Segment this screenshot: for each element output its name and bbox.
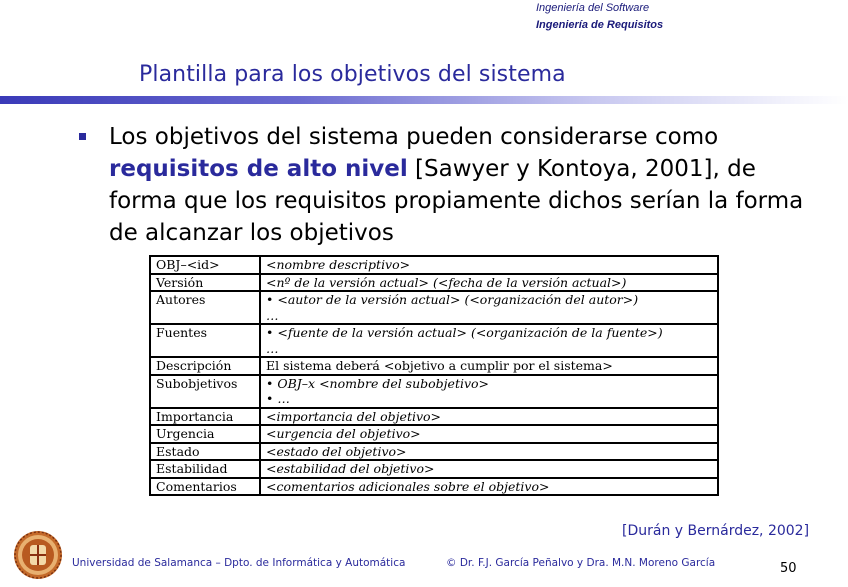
table-field-value bbox=[260, 357, 718, 375]
table-row bbox=[150, 408, 718, 426]
paragraph-text-start: Los objetivos del sistema pueden considerarse como bbox=[109, 124, 719, 150]
table-field-value bbox=[260, 375, 718, 408]
field-value-continuation: … bbox=[266, 340, 279, 356]
field-value-text: • <autor de la versión actual> (<organización del autor>) bbox=[266, 292, 639, 307]
title-underline-bar bbox=[0, 96, 848, 104]
table-row bbox=[150, 324, 718, 357]
table-field-value bbox=[260, 425, 718, 443]
table-field-name: Estado bbox=[150, 443, 260, 461]
table-row bbox=[150, 274, 718, 292]
field-value-text: <nº de la versión actual> (<fecha de la versión actual>) bbox=[266, 274, 627, 290]
table-row bbox=[150, 256, 718, 274]
field-value-text: <importancia del objetivo> bbox=[266, 408, 442, 424]
table-field-value bbox=[260, 443, 718, 461]
paragraph-text-end: [Sawyer y Kontoya, 2001], de forma que los requisitos propiamente dichos serían la forma de alcanzar los objetivos bbox=[109, 156, 804, 246]
table-field-name: Autores bbox=[150, 291, 260, 324]
table-field-name: Importancia bbox=[150, 408, 260, 426]
header-course-name: Ingeniería del Software bbox=[536, 2, 650, 14]
field-value-text: <nombre descriptivo> bbox=[266, 257, 411, 272]
field-value-text: <estabilidad del objetivo> bbox=[266, 461, 435, 476]
table-field-name: Comentarios bbox=[150, 478, 260, 496]
table-field-name: Estabilidad bbox=[150, 460, 260, 478]
table-field-value bbox=[260, 460, 718, 478]
table-field-value bbox=[260, 274, 718, 292]
field-value-text: El sistema deberá <objetivo a cumplir por el sistema> bbox=[266, 358, 613, 373]
page-number: 50 bbox=[780, 561, 797, 576]
paragraph-highlight: requisitos de alto nivel bbox=[109, 156, 408, 182]
university-seal-icon bbox=[13, 530, 63, 580]
field-value-continuation: • … bbox=[266, 391, 290, 406]
field-value-text: <comentarios adicionales sobre el objetivo> bbox=[266, 478, 550, 494]
table-field-value bbox=[260, 478, 718, 496]
field-value-text: <urgencia del objetivo> bbox=[266, 426, 421, 441]
table-row bbox=[150, 291, 718, 324]
field-value-text: • OBJ–x <nombre del subobjetivo> bbox=[266, 375, 490, 391]
table-field-name: OBJ–<id> bbox=[150, 256, 260, 274]
slide-title: Plantilla para los objetivos del sistema bbox=[139, 62, 566, 87]
table-row bbox=[150, 478, 718, 496]
table-row bbox=[150, 460, 718, 478]
table-field-value bbox=[260, 408, 718, 426]
table-row bbox=[150, 375, 718, 408]
field-value-continuation: … bbox=[266, 307, 279, 323]
table-field-name: Descripción bbox=[150, 357, 260, 375]
table-field-name: Fuentes bbox=[150, 324, 260, 357]
table-row bbox=[150, 425, 718, 443]
table-field-name: Urgencia bbox=[150, 425, 260, 443]
table-field-name: Versión bbox=[150, 274, 260, 292]
bullet-paragraph bbox=[109, 121, 829, 249]
table-row bbox=[150, 357, 718, 375]
table-row bbox=[150, 443, 718, 461]
table-field-value bbox=[260, 324, 718, 357]
header-topic-name: Ingeniería de Requisitos bbox=[536, 19, 664, 31]
footer-copyright: © Dr. F.J. García Peñalvo y Dra. M.N. Moreno García bbox=[446, 557, 716, 569]
citation: [Durán y Bernárdez, 2002] bbox=[622, 523, 810, 539]
table-field-name: Subobjetivos bbox=[150, 375, 260, 408]
table-field-value bbox=[260, 291, 718, 324]
objective-template-table bbox=[149, 255, 719, 496]
field-value-text: <estado del objetivo> bbox=[266, 443, 407, 459]
footer-institution: Universidad de Salamanca – Dpto. de Informática y Automática bbox=[72, 557, 406, 569]
table-field-value bbox=[260, 256, 718, 274]
field-value-text: • <fuente de la versión actual> (<organización de la fuente>) bbox=[266, 325, 663, 340]
square-bullet-icon bbox=[79, 133, 86, 140]
